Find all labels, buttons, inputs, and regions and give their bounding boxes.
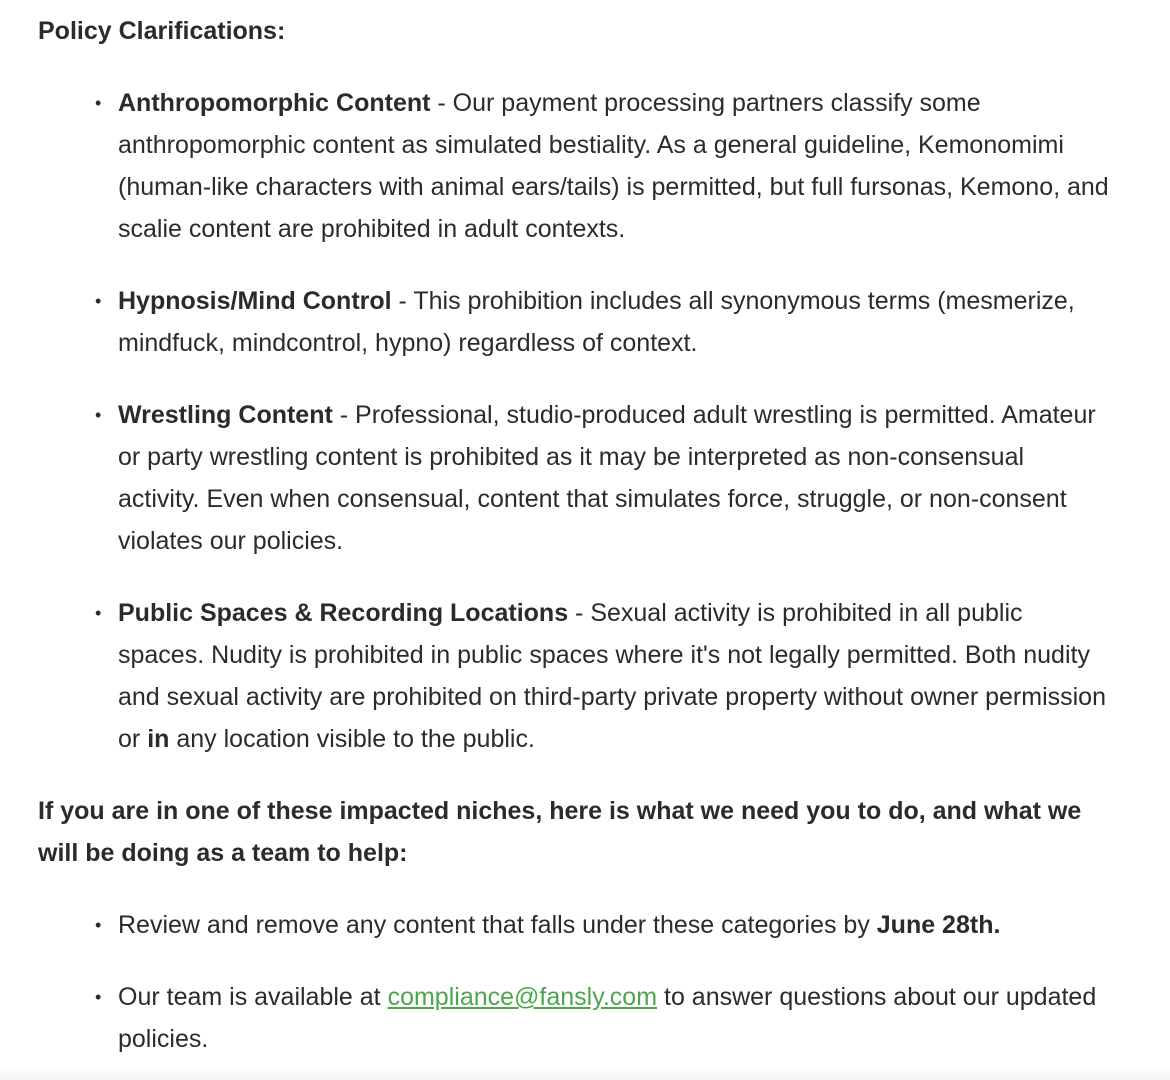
policy-text: Sexual activity is prohibited in all public spaces. Nudity is prohibited in public spaces where it's not legally permitted. Both nudity and sexual activity are prohibited on third-party private property without owner permission or xyxy=(118,599,1106,753)
policy-item-hypnosis xyxy=(95,280,1110,364)
policy-term: Public Spaces & Recording Locations xyxy=(118,599,569,627)
action-item-contact xyxy=(95,976,1110,1060)
bullet-icon: • xyxy=(95,915,102,935)
policy-text: Professional, studio-produced adult wrestling is permitted. Amateur or party wrestling content is prohibited as it may be interpreted as non-consensual activity. Even when consensual, content that simulates force, struggle, or non-consent violates our policies. xyxy=(118,401,1096,555)
policy-separator: - xyxy=(568,599,591,627)
policy-text: Our payment processing partners classify some anthropomorphic content as simulated bestiality. As a general guideline, Kemonomimi (human-like characters with animal ears/tails) is permitted, but full fursonas, Kemono, and scalie content are prohibited in adult contexts. xyxy=(118,89,1109,243)
policy-separator: - xyxy=(332,401,356,429)
policy-list xyxy=(38,82,1110,760)
action-list xyxy=(38,904,1110,1060)
action-heading: If you are in one of these impacted niches, here is what we need you to do, and what we will be doing as a team to help: xyxy=(38,797,1082,867)
policy-text: This prohibition includes all synonymous terms (mesmerize, mindfuck, mindcontrol, hypno) regardless of context. xyxy=(118,287,1075,357)
policy-text: any location visible to the public. xyxy=(169,725,535,753)
bottom-edge xyxy=(0,1066,1170,1080)
action-item-review xyxy=(95,904,1110,946)
policy-text-bold: in xyxy=(147,725,170,753)
compliance-email-link[interactable]: compliance@fansly.com xyxy=(387,983,658,1011)
action-text: Our team is available at xyxy=(118,983,388,1011)
policy-item-anthropomorphic xyxy=(95,82,1110,250)
policy-term: Anthropomorphic Content xyxy=(118,89,431,117)
policy-separator: - xyxy=(430,89,453,117)
bullet-icon: • xyxy=(95,291,102,311)
policy-item-wrestling xyxy=(95,394,1110,562)
bullet-icon: • xyxy=(95,93,102,113)
policy-term: Hypnosis/Mind Control xyxy=(118,287,392,315)
bullet-icon: • xyxy=(95,405,102,425)
bullet-icon: • xyxy=(95,603,102,623)
bullet-icon: • xyxy=(95,987,102,1007)
policy-clarifications-heading: Policy Clarifications: xyxy=(38,17,286,45)
policy-separator: - xyxy=(391,287,414,315)
action-text: Review and remove any content that falls under these categories by xyxy=(118,911,877,939)
policy-term: Wrestling Content xyxy=(118,401,333,429)
action-text: to answer questions about our updated policies. xyxy=(118,983,1097,1053)
policy-item-public-spaces xyxy=(95,592,1110,760)
deadline-date: June 28th. xyxy=(876,911,1001,939)
